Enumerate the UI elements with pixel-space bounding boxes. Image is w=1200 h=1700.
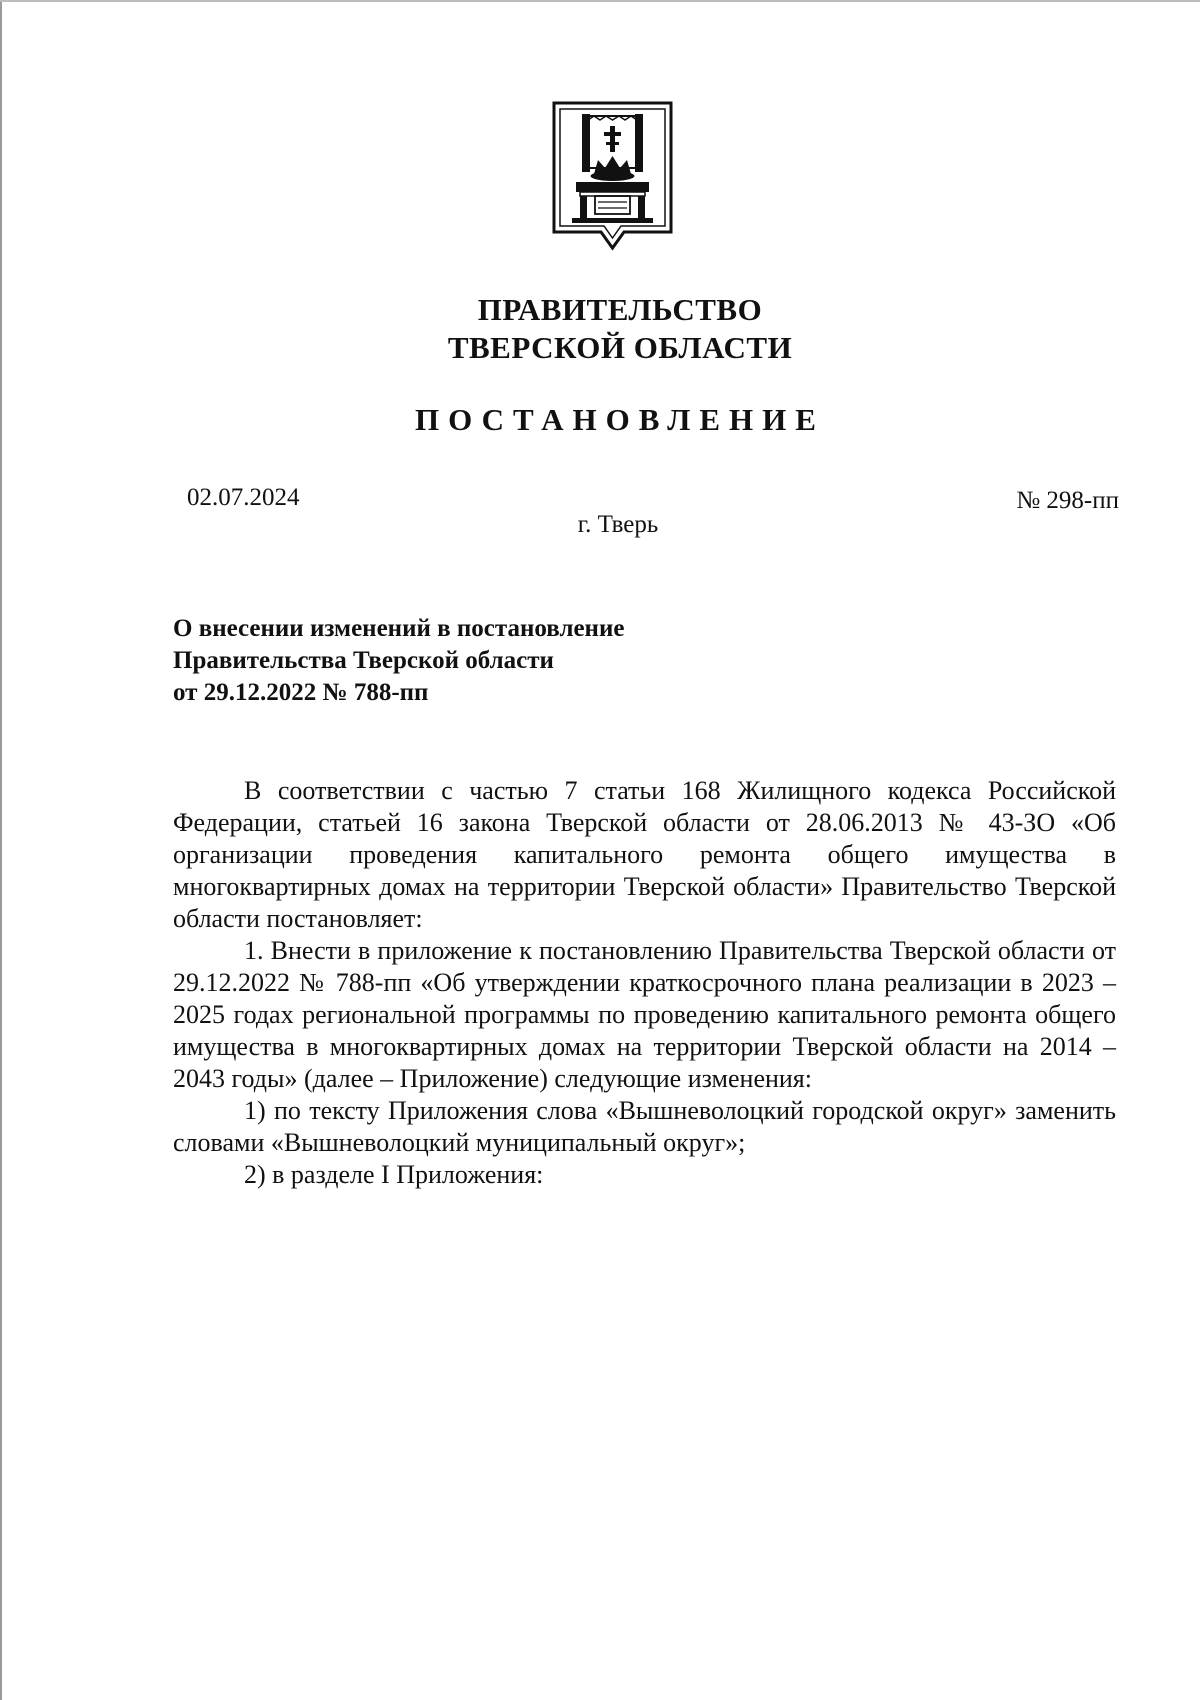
body-paragraph-subitem-1: 1) по тексту Приложения слова «Вышневолоцкий городской округ» заменить словами «Вышневолоцкий муниципальный округ»;	[173, 1096, 1116, 1157]
document-type: ПОСТАНОВЛЕНИЕ	[415, 402, 825, 437]
document-number: № 298-пп	[1016, 487, 1119, 514]
document-city: г. Тверь	[577, 511, 659, 538]
body-paragraph-item-1: 1. Внести в приложение к постановлению Правительства Тверской области от 29.12.2022 № 788-пп «Об утверждении краткосрочного плана реализации в 2023 – 2025 годах региональной программы по проведению капитального ремонта общего имущества в многоквартирных домах на территории Тверской области на 2014 – 2043 годы» (далее – Приложение) следующие изменения:	[173, 936, 1116, 1093]
scan-edge-top	[0, 0, 1200, 2]
subject-line3: от 29.12.2022 № 788-пп	[173, 679, 429, 706]
coat-of-arms-icon	[550, 100, 675, 255]
subject-line2: Правительства Тверской области	[173, 647, 554, 674]
body-paragraph-subitem-2: 2) в разделе I Приложения:	[244, 1160, 544, 1189]
body-paragraph-preamble: В соответствии с частью 7 статьи 168 Жилищного кодекса Российской Федерации, статьей 16 закона Тверской области от 28.06.2013 № 43-ЗО «Об организации проведения капитального ремонта общего имущества в многоквартирных домах на территории Тверской области» Правительство Тверской области постановляет:	[173, 776, 1116, 933]
organization-name-line2: ТВЕРСКОЙ ОБЛАСТИ	[447, 330, 793, 365]
document-date: 02.07.2024	[187, 484, 300, 511]
document-subject	[173, 613, 873, 709]
document-body	[173, 775, 1116, 1191]
organization-name-line1: ПРАВИТЕЛЬСТВО	[477, 292, 763, 327]
subject-line1: О внесении изменений в постановление	[173, 615, 625, 642]
scan-edge-left	[0, 0, 2, 1700]
